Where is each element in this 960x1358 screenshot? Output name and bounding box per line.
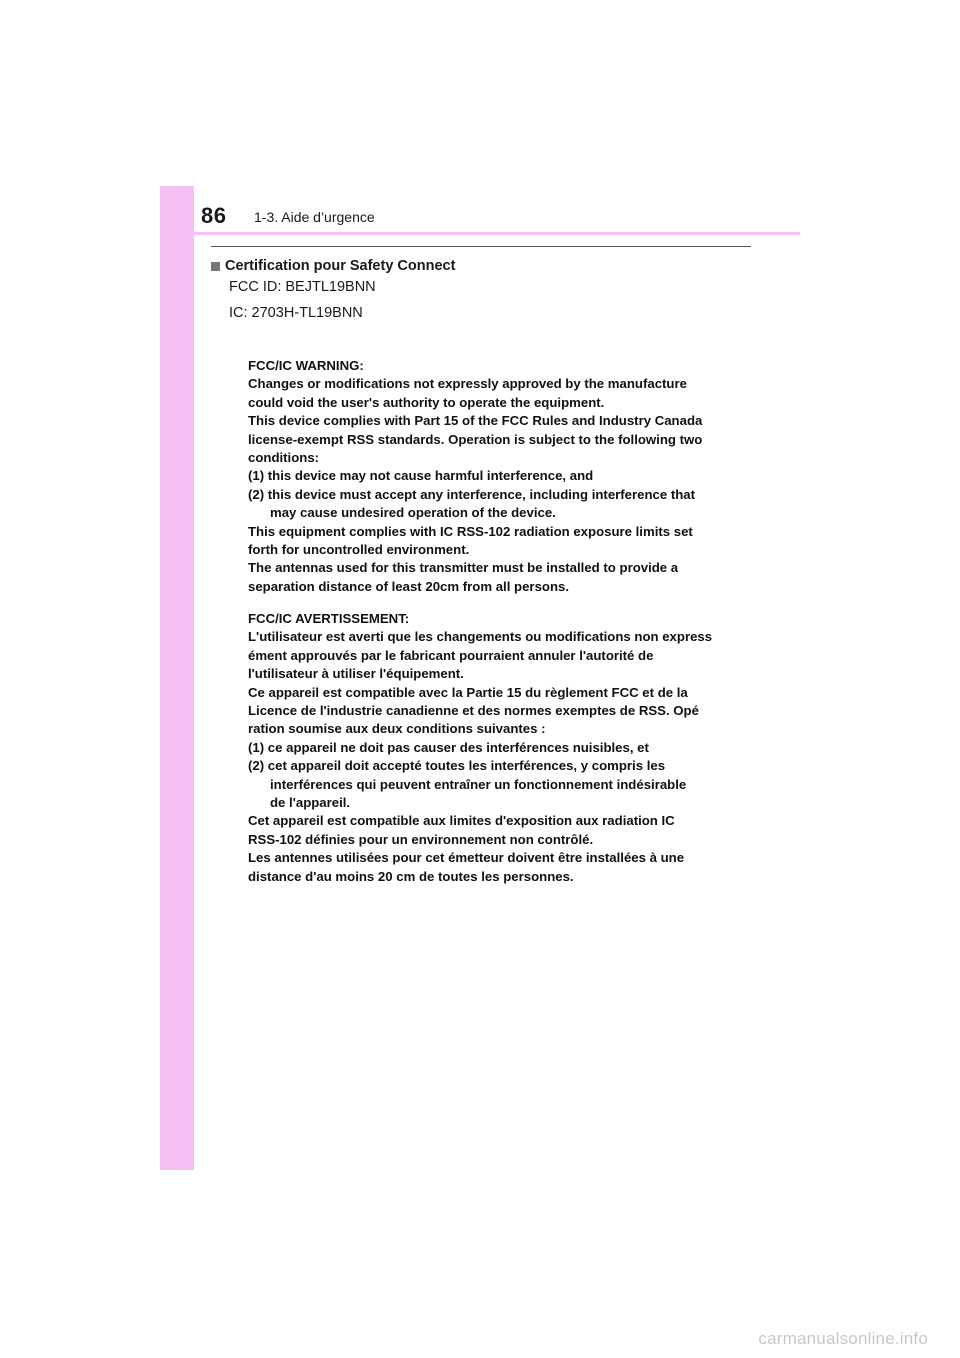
bullet-square-icon [211,262,220,271]
notice-line: ément approuvés par le fabricant pourraient annuler l'autorité de [248,647,654,663]
notice-line: conditions: [248,450,320,466]
page-number: 86 [201,203,227,228]
fcc-id: FCC ID: BEJTL19BNN [229,279,376,295]
notice-line: This device complies with Part 15 of the FCC Rules and Industry Canada [248,413,703,429]
notice-line: L'utilisateur est averti que les changements ou modifications non express [248,629,713,645]
watermark: carmanualsonline.info [758,1329,928,1348]
fcc-avertissement-title: FCC/IC AVERTISSEMENT: [248,611,410,626]
notice-line: (1) this device may not cause harmful interference, and [248,468,594,484]
header-rule [160,232,800,235]
notice-line: Ce appareil est compatible avec la Partie 15 du règlement FCC et de la [248,684,688,700]
notice-line: Cet appareil est compatible aux limites d'exposition aux radiation IC [248,813,675,829]
fcc-warning-block [248,357,748,596]
notice-line: The antennas used for this transmitter must be installed to provide a [248,560,679,576]
notice-line: (2) cet appareil doit accepté toutes les interférences, y compris les [248,758,666,774]
notice-line: could void the user's authority to operate the equipment. [248,394,605,410]
content-divider [211,246,751,247]
section-title: 1-3. Aide d’urgence [254,209,375,225]
certification-heading [211,258,455,274]
notice-line: (2) this device must accept any interference, including interference that [248,486,696,502]
notice-line: may cause undesired operation of the device. [270,505,556,521]
notice-line: This equipment complies with IC RSS-102 radiation exposure limits set [248,523,693,539]
certification-heading-text: Certification pour Safety Connect [225,258,456,274]
notice-line: (1) ce appareil ne doit pas causer des interférences nuisibles, et [248,739,649,755]
fcc-warning-title: FCC/IC WARNING: [248,358,364,373]
fcc-avertissement-block [248,610,748,886]
notice-line: Les antennes utilisées pour cet émetteur doivent être installées à une [248,850,685,866]
notice-line: ration soumise aux deux conditions suivantes : [248,721,546,737]
notice-line: interférences qui peuvent entraîner un fonctionnement indésirable [270,776,687,792]
notice-line: de l'appareil. [270,795,351,811]
notice-line: license-exempt RSS standards. Operation is subject to the following two [248,431,703,447]
notice-line: RSS-102 définies pour un environnement non contrôlé. [248,831,594,847]
notice-line: Changes or modifications not expressly approved by the manufacture [248,376,687,392]
side-margin-band [160,186,194,1170]
notice-line: forth for uncontrolled environment. [248,542,470,558]
ic-number: IC: 2703H-TL19BNN [229,305,363,321]
notice-line: distance d'au moins 20 cm de toutes les personnes. [248,868,574,884]
notice-line: l'utilisateur à utiliser l'équipement. [248,666,464,682]
notice-line: separation distance of least 20cm from all persons. [248,578,570,594]
notice-line: Licence de l'industrie canadienne et des normes exemptes de RSS. Opé [248,703,699,719]
